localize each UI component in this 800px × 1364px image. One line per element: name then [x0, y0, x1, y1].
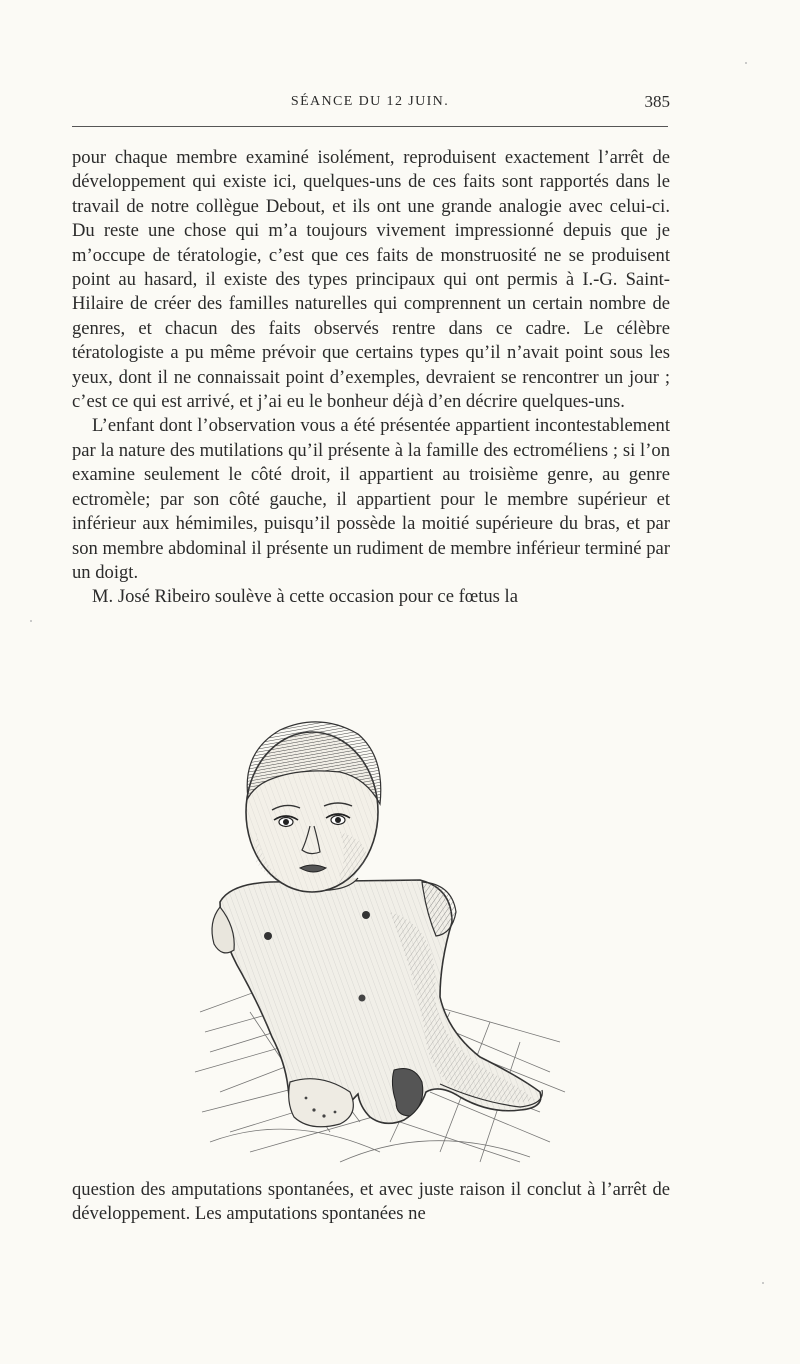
- text-block-bottom: [72, 1178, 670, 1227]
- paragraph-3-start: M. José Ribeiro soulève à cette occasion pour ce fœtus la: [92, 586, 518, 608]
- paper-speck: [30, 620, 32, 622]
- running-head: [70, 92, 670, 116]
- running-title: SÉANCE DU 12 JUIN.: [290, 94, 450, 109]
- paragraph-3-end: question des amputations spontanées, et avec juste raison il conclut à l’arrêt de développement. Les amputations spontanées ne: [72, 1179, 670, 1225]
- page-number: 385: [644, 92, 670, 111]
- paragraph-2: L’enfant dont l’observation vous a été présentée appartient incontestablement par la nature des mutilations qu’il présente à la famille des ectroméliens ; si l’on examine seulement le côté droit, il appartient au troisième genre, au genre ectromèle; par son côté gauche, il appartient pour le membre supérieur et inférieur aux hémimiles, puisqu’il possède la moitié supérieure du bras, et par son membre abdominal il présente un rudiment de membre inférieur terminé par un doigt.: [72, 415, 670, 583]
- text-block-top: [72, 146, 670, 610]
- paper-speck: [762, 1282, 764, 1284]
- paragraph-1: pour chaque membre examiné isolément, reproduisent exactement l’arrêt de développement qui existe ici, quelques-uns de ces faits sont rapportés dans le travail de notre collègue Debout, et ils ont une grande analogie avec celui-ci. Du reste une chose qui m’a toujours vivement impressionné depuis que je m’occupe de tératologie, c’est que ces faits de monstruosité ne se produisent point au hasard, il existe des types principaux qui ont permis à I.-G. Saint-Hilaire de créer des familles naturelles qui comprennent un certain nombre de genres, et chacun des faits observés rentre dans ce cadre. Le célèbre tératologiste a pu même prévoir que certains types qu’il n’avait point sous les yeux, dont il ne connaissait point d’exemples, devraient se rencontrer un jour ; c’est ce qui est arrivé, et j’ai eu le bonheur déjà d’en décrire quelques-uns.: [72, 147, 670, 413]
- header-rule: [72, 126, 668, 127]
- paper-speck: [745, 62, 747, 64]
- engraving-infant-illustration: [190, 712, 570, 1174]
